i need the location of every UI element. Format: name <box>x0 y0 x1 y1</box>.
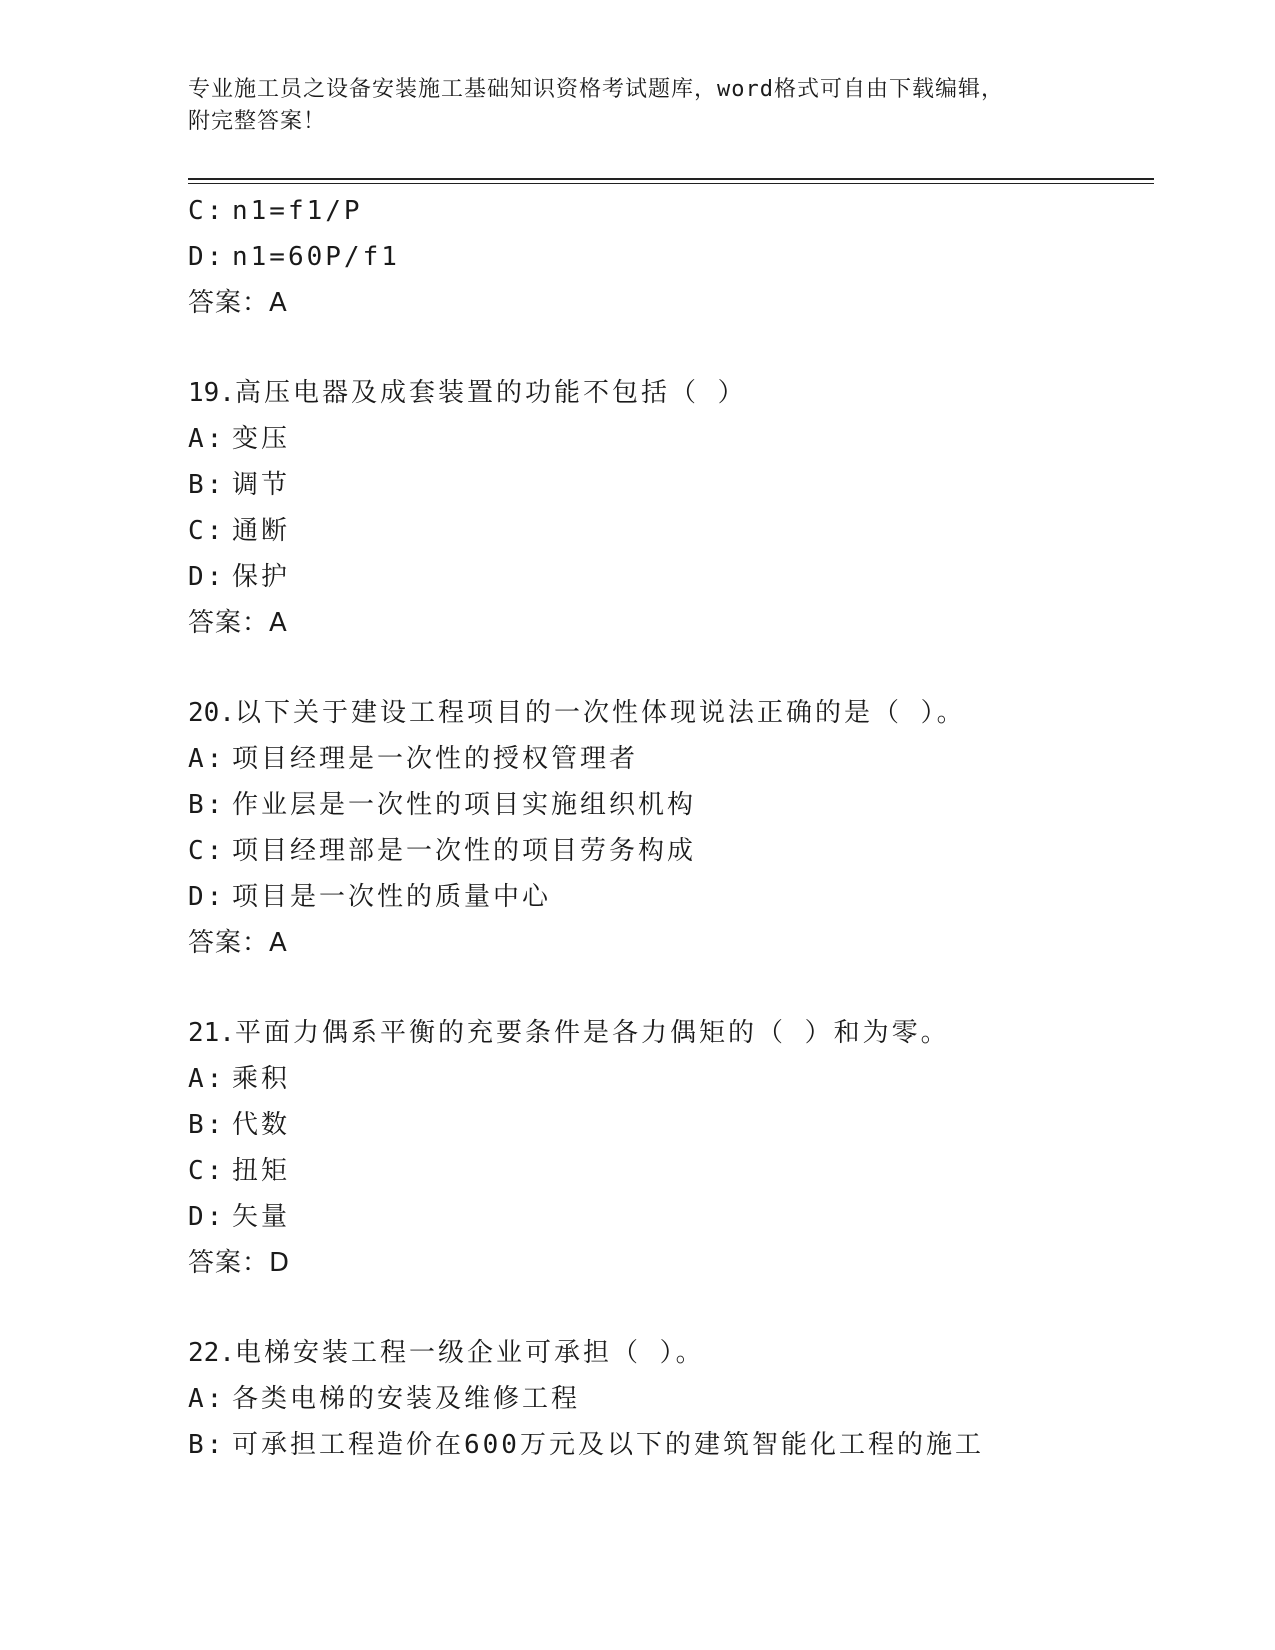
header-rule-thick <box>188 178 1154 180</box>
question-number: 21. <box>188 1018 235 1048</box>
option-text: n1=60P/f1 <box>232 242 400 272</box>
option-b <box>188 1102 1154 1148</box>
question-20 <box>188 690 1154 966</box>
option-letter: B: <box>188 1430 226 1460</box>
question-22 <box>188 1330 1154 1468</box>
option-b <box>188 1422 1154 1468</box>
option-letter: D: <box>188 882 226 912</box>
option-letter: B: <box>188 470 226 500</box>
question-stem <box>188 1010 1154 1056</box>
option-text: 通断 <box>232 516 291 546</box>
option-text: 项目是一次性的质量中心 <box>232 882 552 912</box>
option-letter: A: <box>188 424 226 454</box>
option-b <box>188 462 1154 508</box>
option-letter: A: <box>188 744 226 774</box>
option-text: n1=f1/P <box>232 196 363 226</box>
option-c <box>188 508 1154 554</box>
document-header <box>188 74 1108 138</box>
question-stem <box>188 690 1154 736</box>
question-stem <box>188 370 1154 416</box>
question-21 <box>188 1010 1154 1286</box>
question-number: 19. <box>188 378 235 408</box>
answer-line: 答案：A <box>188 928 288 958</box>
answer-line: 答案：D <box>188 1248 291 1278</box>
question-text: 电梯安装工程一级企业可承担（ ）。 <box>234 1338 705 1368</box>
option-d <box>188 554 1154 600</box>
option-letter: C: <box>188 196 226 226</box>
option-letter: C: <box>188 1156 226 1186</box>
option-a <box>188 736 1154 782</box>
question-number: 20. <box>188 698 235 728</box>
answer-line: 答案：A <box>188 608 288 638</box>
option-text: 代数 <box>232 1110 291 1140</box>
answer-line: 答案：A <box>188 288 288 318</box>
option-letter: D: <box>188 1202 226 1232</box>
option-letter: A: <box>188 1384 226 1414</box>
option-letter: C: <box>188 836 226 866</box>
option-text: 各类电梯的安装及维修工程 <box>232 1384 581 1414</box>
question-number: 22. <box>188 1338 235 1368</box>
question-19 <box>188 370 1154 646</box>
option-letter: C: <box>188 516 226 546</box>
option-letter: D: <box>188 242 226 272</box>
option-letter: D: <box>188 562 226 592</box>
option-c <box>188 1148 1154 1194</box>
option-text: 变压 <box>232 424 291 454</box>
option-text: 扭矩 <box>232 1156 291 1186</box>
option-text: 调节 <box>232 470 291 500</box>
option-letter: A: <box>188 1064 226 1094</box>
question-stem <box>188 1330 1154 1376</box>
option-d <box>188 234 1154 280</box>
header-line-1: 专业施工员之设备安装施工基础知识资格考试题库，word格式可自由下载编辑， <box>188 77 1004 102</box>
option-d <box>188 1194 1154 1240</box>
option-text: 乘积 <box>232 1064 291 1094</box>
option-text: 项目经理部是一次性的项目劳务构成 <box>232 836 697 866</box>
option-a <box>188 1376 1154 1422</box>
option-c <box>188 828 1154 874</box>
option-b <box>188 782 1154 828</box>
option-text: 可承担工程造价在600万元及以下的建筑智能化工程的施工 <box>232 1430 984 1460</box>
question-list <box>188 188 1154 1468</box>
option-a <box>188 1056 1154 1102</box>
question-partial <box>188 188 1154 326</box>
question-text: 高压电器及成套装置的功能不包括（ ） <box>234 378 747 408</box>
option-text: 矢量 <box>232 1202 291 1232</box>
header-rule-thin <box>188 183 1154 184</box>
question-text: 以下关于建设工程项目的一次性体现说法正确的是（ ）。 <box>234 698 966 728</box>
option-text: 作业层是一次性的项目实施组织机构 <box>232 790 697 820</box>
header-line-2: 附完整答案！ <box>188 109 327 134</box>
option-letter: B: <box>188 1110 226 1140</box>
option-letter: B: <box>188 790 226 820</box>
option-a <box>188 416 1154 462</box>
option-c <box>188 188 1154 234</box>
option-text: 保护 <box>232 562 291 592</box>
question-text: 平面力偶系平衡的充要条件是各力偶矩的（ ）和为零。 <box>234 1018 950 1048</box>
option-d <box>188 874 1154 920</box>
option-text: 项目经理是一次性的授权管理者 <box>232 744 639 774</box>
